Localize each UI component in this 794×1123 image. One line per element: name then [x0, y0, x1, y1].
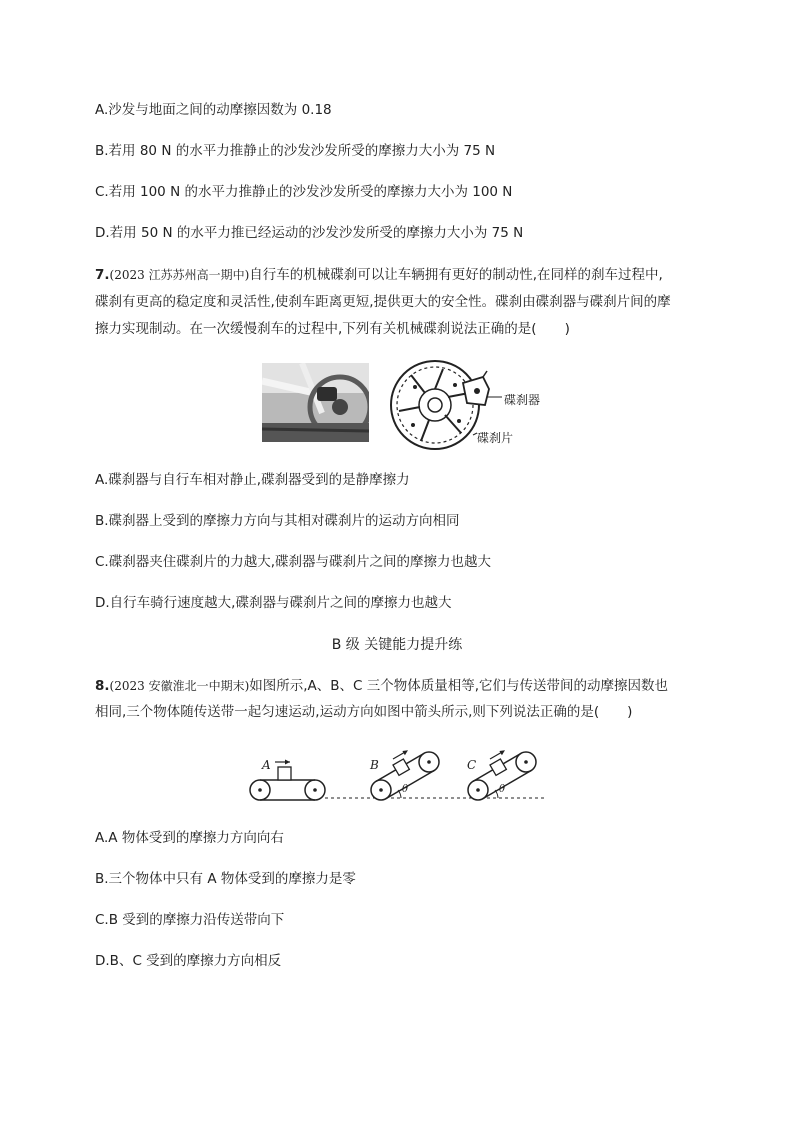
label-a: A: [262, 758, 271, 772]
label-c: C: [467, 758, 477, 772]
q8-option-b: B.三个物体中只有 A 物体受到的摩擦力是零: [95, 871, 356, 887]
theta-label-b: θ: [402, 784, 409, 795]
q8-text-1: 如图所示,A、B、C 三个物体质量相等,它们与传送带间的动摩擦因数也: [249, 678, 669, 694]
bicycle-disc-brake-photo: [262, 363, 369, 442]
q8-paren-close: ): [627, 704, 633, 720]
block-a: [278, 767, 291, 780]
q8-option-d: D.B、C 受到的摩擦力方向相反: [95, 953, 282, 969]
q7-number: 7.: [95, 267, 110, 283]
q8-option-c: C.B 受到的摩擦力沿传送带向下: [95, 912, 285, 928]
brake-disc-rotor: [391, 361, 479, 449]
disc-label: 碟刹片: [477, 431, 514, 445]
q8-option-a: A.A 物体受到的摩擦力方向向右: [95, 830, 284, 846]
block-c: [490, 759, 506, 775]
block-b: [393, 759, 409, 775]
q6-option-b: B.若用 80 N 的水平力推静止的沙发沙发所受的摩擦力大小为 75 N: [95, 143, 496, 159]
conveyor-belts-diagram: [245, 745, 550, 805]
q8-source: (2023 安徽淮北一中期末): [109, 679, 250, 693]
caliper-label: 碟刹器: [504, 393, 541, 407]
q8-stem-line-2: [95, 702, 632, 722]
q7-paren-close: ): [564, 321, 570, 337]
theta-label-c: θ: [499, 784, 506, 795]
q7-text-3: 擦力实现制动。在一次缓慢刹车的过程中,下列有关机械碟刹说法正确的是(: [95, 321, 537, 337]
q7-option-c: C.碟刹器夹住碟刹片的力越大,碟刹器与碟刹片之间的摩擦力也越大: [95, 554, 492, 570]
q7-option-d: D.自行车骑行速度越大,碟刹器与碟刹片之间的摩擦力也越大: [95, 595, 452, 611]
q6-option-a: A.沙发与地面之间的动摩擦因数为 0.18: [95, 102, 332, 118]
q7-option-b: B.碟刹器上受到的摩擦力方向与其相对碟刹片的运动方向相同: [95, 513, 460, 529]
bicycle-frame-drawing: [262, 363, 369, 442]
label-b: B: [370, 758, 379, 772]
q7-stem-line-2: 碟刹有更高的稳定度和灵活性,使刹车距离更短,提供更大的安全性。碟刹由碟刹器与碟刹片间的摩: [95, 294, 671, 310]
q8-text-2: 相同,三个物体随传送带一起匀速运动,运动方向如图中箭头所示,则下列说法正确的是(: [95, 704, 600, 720]
q8-number: 8.: [95, 678, 110, 694]
q7-stem-line-1: [95, 265, 663, 285]
q7-text-1: 自行车的机械碟刹可以让车辆拥有更好的制动性,在同样的刹车过程中,: [249, 267, 663, 283]
q6-option-d: D.若用 50 N 的水平力推已经运动的沙发沙发所受的摩擦力大小为 75 N: [95, 225, 524, 241]
section-title: B 级 关键能力提升练: [331, 637, 463, 653]
q7-option-a: A.碟刹器与自行车相对静止,碟刹器受到的是静摩擦力: [95, 472, 410, 488]
q6-option-c: C.若用 100 N 的水平力推静止的沙发沙发所受的摩擦力大小为 100 N: [95, 184, 513, 200]
q7-source: (2023 江苏苏州高一期中): [109, 268, 250, 282]
q8-stem-line-1: [95, 676, 668, 696]
q7-stem-line-3: [95, 319, 570, 339]
